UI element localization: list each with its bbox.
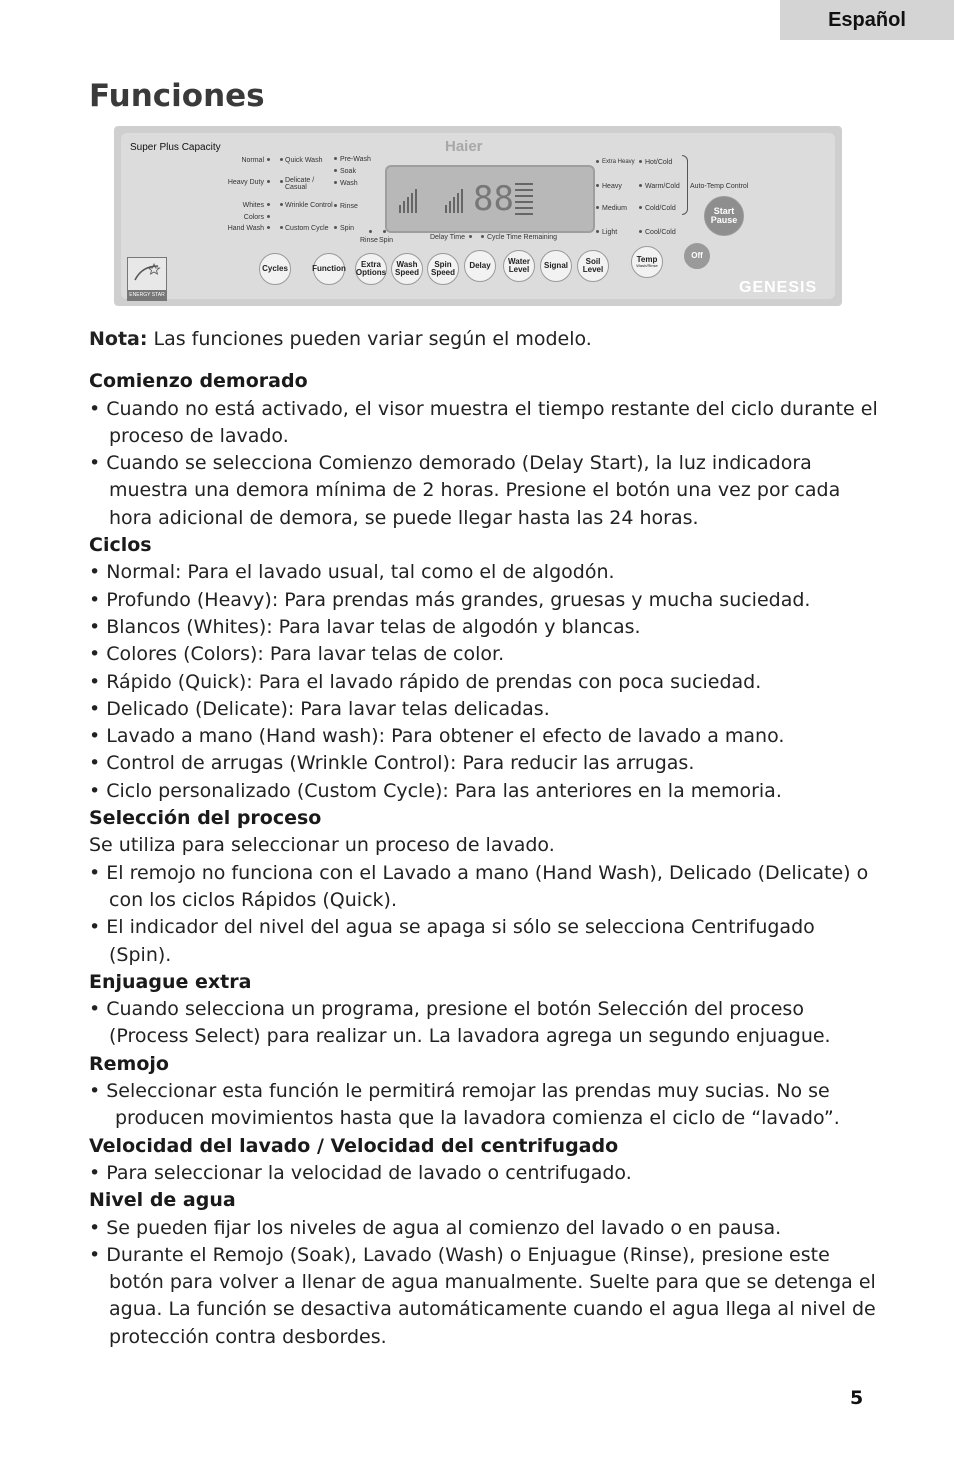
function-button[interactable]: Function [313,253,345,285]
indicator-dot [639,184,642,187]
indicator-dot [280,180,283,183]
indicator-dot [267,203,270,206]
indicator-dot [639,160,642,163]
indicator-dot [369,230,372,233]
temp-button-sublabel: Wash/Rinse [636,263,658,269]
delay-button[interactable]: Delay [464,250,496,282]
process-label: Wash [340,180,358,187]
soil-label: Medium [602,205,627,212]
lcd-display [385,165,595,233]
section-heading: Selección del proceso [89,807,322,830]
display-digits: 88 [473,179,514,219]
indicator-dot [280,226,283,229]
cycle-label: Quick Wash [285,157,323,164]
page-number: 5 [850,1387,864,1409]
genesis-logo: GENESIS [739,279,818,296]
indicator-dot [280,158,283,161]
indicator-dot [334,226,337,229]
bullet-item: • Cuando selecciona un programa, presione el botón Selección del proceso (Process Select) para realizar un. La lavadora agrega un segundo enjuague. [89,998,831,1048]
note-paragraph [89,326,879,353]
bullet-item: • Rápido (Quick): Para el lavado rápido de prendas con poca suciedad. [89,670,762,693]
section-heading: Comienzo demorado [89,370,308,393]
bullet-item: • Durante el Remojo (Soak), Lavado (Wash) o Enjuague (Rinse), presione este botón para volver a llenar de agua manualmente. Suelte para que se detenga el agua. La función se desactiva automáticamente cuando el agua llega al nivel de protección contra desbordes. [89,1243,876,1348]
soil-level-button[interactable]: Soil Level [577,250,609,282]
extra-options-button[interactable]: Extra Options [355,253,387,285]
water-level-button[interactable]: Water Level [503,250,535,282]
wash-speed-button[interactable]: Wash Speed [391,253,423,285]
indicator-dot [596,160,599,163]
temp-button-label: Temp [636,254,658,264]
cycle-label: Colors [243,214,264,221]
soil-label: Heavy [602,183,622,190]
bullet-item: • Normal: Para el lavado usual, tal como el de algodón. [89,561,615,584]
temp-label: Cool/Cold [645,229,676,236]
energy-star-icon [132,262,162,286]
indicator-dot [334,181,337,184]
soil-label: Light [602,229,618,236]
note-label: Nota: [89,328,148,350]
temp-label: Hot/Cold [645,159,673,166]
indicator-dot [267,180,270,183]
indicator-dot [334,157,337,160]
energy-star-logo [127,257,167,301]
bullet-item: • Colores (Colors): Para lavar telas de color. [89,643,505,666]
indicator-dot [481,235,484,238]
process-label: Pre-Wash [340,156,371,163]
main-content [89,326,879,1351]
bullet-item: • Cuando se selecciona Comienzo demorado (Delay Start), la luz indicadora muestra una demora mínima de 2 horas. Presione el botón una vez por cada hora adicional de demora, se puede llegar hasta las 24 horas. [89,452,841,529]
section-heading: Ciclos [89,534,152,557]
bullet-item: • El remojo no funciona con el Lavado a mano (Hand Wash), Delicado (Delicate) o con los ciclos Rápidos (Quick). [89,861,869,911]
bullet-item: • El indicador del nivel del agua se apaga si sólo se selecciona Centrifugado (Spin). [89,916,815,966]
section-heading: Remojo [89,1052,169,1075]
indicator-dot [596,230,599,233]
indicator-dot [639,230,642,233]
indicator-dot [280,203,283,206]
indicator-dot [334,204,337,207]
soil-label: Extra Heavy [602,159,635,165]
cycle-label: Custom Cycle [285,225,329,232]
cycle-label: Hand Wash [227,225,264,232]
bullet-item: • Se pueden fijar los niveles de agua al comienzo del lavado o en pausa. [89,1216,782,1239]
indicator-dot [639,206,642,209]
cycle-label: Normal [241,157,264,164]
signal-button[interactable]: Signal [540,250,572,282]
cycles-button[interactable]: Cycles [259,253,291,285]
cycle-label: Whites [242,202,264,209]
energy-star-label: ENERGY STAR [129,292,165,298]
process-label: Soak [340,168,356,175]
process-label: Spin [340,225,355,232]
bullet-item: • Blancos (Whites): Para lavar telas de algodón y blancas. [89,615,641,638]
process-label: Rinse [340,203,358,210]
indicator-dot [334,169,337,172]
spin-speed-button[interactable]: Spin Speed [427,253,459,285]
cycle-label: Heavy Duty [227,179,264,186]
section-intro: Se utiliza para seleccionar un proceso de lavado. [89,834,555,857]
cycle-label: Wrinkle Control [285,202,333,209]
indicator-dot [469,235,472,238]
section-heading: Nivel de agua [89,1189,236,1212]
temp-button[interactable] [631,246,663,278]
note-text: Las funciones pueden variar según el modelo. [147,328,592,350]
bullet-item: • Profundo (Heavy): Para prendas más grandes, gruesas y mucha suciedad. [89,588,811,611]
bullet-item: • Delicado (Delicate): Para lavar telas delicadas. [89,697,550,720]
bullet-item: • Seleccionar esta función le permitirá remojar las prendas muy sucias. No se producen movimientos hasta que la lavadora comienza el ciclo de “lavado”. [89,1080,840,1130]
bullet-item: • Cuando no está activado, el visor muestra el tiempo restante del ciclo durante el proceso de lavado. [89,397,878,447]
indicator-dot [267,226,270,229]
bullet-item: • Para seleccionar la velocidad de lavado o centrifugado. [89,1161,632,1184]
indicator-dot [267,158,270,161]
temp-label: Warm/Cold [645,183,680,190]
bullet-item: • Lavado a mano (Hand wash): Para obtener el efecto de lavado a mano. [89,725,785,748]
indicator-dot [596,184,599,187]
control-panel-image [114,126,842,306]
rinse-label: Rinse [360,237,378,244]
temp-label: Cold/Cold [645,205,676,212]
bullet-item: • Ciclo personalizado (Custom Cycle): Para las anteriores en la memoria. [89,779,782,802]
start-pause-button[interactable]: Start Pause [704,196,744,236]
cycle-time-remaining-label: Cycle Time Remaining [487,234,558,241]
auto-temp-label: Auto-Temp Control [690,183,749,190]
brand-logo: Haier [445,138,483,155]
delay-time-label: Delay Time [430,234,466,241]
cycle-label: Delicate / Casual [285,177,315,191]
bullet-item: • Control de arrugas (Wrinkle Control): Para reducir las arrugas. [89,752,695,775]
language-tab: Español [780,0,954,40]
section-heading: Enjuague extra [89,970,252,993]
page-title: Funciones [89,78,265,114]
off-button[interactable]: Off [684,243,710,269]
indicator-dot [596,206,599,209]
spin-label: Spin [379,237,394,244]
auto-temp-bracket [682,155,688,215]
capacity-label: Super Plus Capacity [130,142,221,153]
indicator-dot [267,215,270,218]
section-heading: Velocidad del lavado / Velocidad del centrifugado [89,1134,619,1157]
